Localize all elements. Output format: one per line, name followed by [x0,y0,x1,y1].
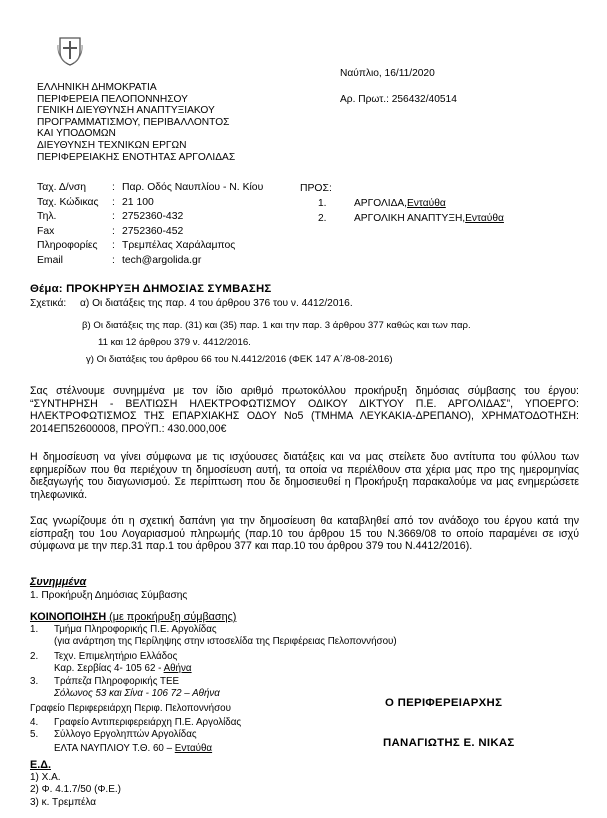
contact-row: Ταχ. Κώδικας : 21 100 [37,197,263,212]
related-item-c: γ) Οι διατάξεις του άρθρου 66 του Ν.4412/2016 (ΦΕΚ 147 Α΄/8-08-2016) [86,354,393,365]
cc-item: 5. Σύλλογο Εργοληπτών Αργολίδας [30,728,197,740]
recipient-place: Ενταύθα [465,213,504,224]
signatory-title: Ο ΠΕΡΙΦΕΡΕΙΑΡΧΗΣ [385,697,503,709]
contact-label: Πληροφορίες [37,240,98,252]
contact-row: Fax : 2752360-452 [37,226,263,241]
contact-info [37,182,263,270]
cc-heading [30,611,236,623]
place-date: Ναύπλιο, 16/11/2020 [340,68,435,79]
cc-list [30,624,397,755]
subject-heading: Θέμα: ΠΡΟΚΗΡΥΞΗ ΔΗΜΟΣΙΑΣ ΣΥΜΒΑΣΗΣ [30,283,272,295]
authority-line: ΓΕΝΙΚΗ ΔΙΕΥΘΥΝΣΗ ΑΝΑΠΤΥΞΙΑΚΟΥ [37,105,215,117]
contact-value: 21 100 [122,196,154,208]
cc-item-address: Καρ. Σερβίας 4- 105 62 - Αθήνα [54,662,192,674]
contact-row: Πληροφορίες : Τρεμπέλας Χαράλαμπος [37,240,263,255]
contact-label: Fax [37,225,55,237]
internal-distribution-list [30,772,121,809]
authority-line: ΚΑΙ ΥΠΟΔΟΜΩΝ [37,128,116,140]
internal-item: 2) Φ. 4.1.7/50 (Φ.Ε.) [30,784,121,796]
contact-label: Ταχ. Κώδικας [37,196,99,208]
authority-line: ΠΡΟΓΡΑΜΜΑΤΙΣΜΟΥ, ΠΕΡΙΒΑΛΛΟΝΤΟΣ [37,116,230,128]
recipient-name: ΑΡΓΟΛΙΔΑ, [354,198,408,209]
recipient-item: 2. ΑΡΓΟΛΙΚΗ ΑΝΑΠΤΥΞΗ, Ενταύθα [318,213,504,228]
cc-heading-label: ΚΟΙΝΟΠΟΙΗΣΗ [30,611,107,623]
cc-item-address: ΕΛΤΑ ΝΑΥΠΛΙΟΥ Τ.Θ. 60 – Ενταύθα [54,743,213,755]
recipient-place: Ενταύθα [407,198,446,209]
protocol-number: Αρ. Πρωτ.: 256432/40514 [340,94,457,105]
contact-row: Ταχ. Δ/νση : Παρ. Οδός Ναυπλίου - Ν. Κίου [37,182,263,197]
contact-label: Email [37,254,63,266]
body-paragraph-2: Η δημοσίευση να γίνει σύμφωνα με τις ισχύουσες διατάξεις και να μας στείλετε δυο αντίτυπα του φύλλου των εφημερίδων που θα περιέχουν τη δημοσίευση αυτή, τα οποία να περιέλθουν στα χέρια μας προ της ημερομηνίας διεξαγωγής του διαγωνισμού. Σε περίπτωση που δε δημοσιευθεί η Προκήρυξη παρακαλούμε να μας ενημερώσετε τηλεφωνικά. [30,451,579,501]
body-paragraph-3: Σας γνωρίζουμε ότι η σχετική δαπάνη για την δημοσίευση θα καταβληθεί από τον ανάδοχο του έργου κατά την είσπραξη του 1ου Λογαριασμού πληρωμής (παρ.10 του άρθρου 15 του Ν.3669/08 το οποίο παραμένει σε ισχύ σύμφωνα με την περ.31 παρ.1 του άρθρου 377 και παρ.10 του άρθρου 379 του Ν.4412/2016). [30,515,579,553]
attachment-item: 1. Προκήρυξη Δημόσιας Σύμβασης [30,590,188,601]
recipient-name: ΑΡΓΟΛΙΚΗ ΑΝΑΠΤΥΞΗ, [354,213,466,224]
internal-distribution-heading: Ε.Δ. [30,759,51,771]
cc-item: 4. Γραφείο Αντιπεριφερειάρχη Π.Ε. Αργολίδας [30,717,242,729]
recipient-item: 1. ΑΡΓΟΛΙΔΑ, Ενταύθα [318,198,504,213]
internal-item: 1) Χ.Α. [30,772,61,783]
cc-item: 1. Τμήμα Πληροφορικής Π.Ε. Αργολίδας [30,624,217,635]
related-label: Σχετικά: [30,298,67,309]
cc-item-note: (για ανάρτηση της Περίληψης στην ιστοσελίδα της Περιφέρειας Πελοποννήσου) [54,635,397,647]
contact-label: Τηλ. [37,211,57,223]
cc-item-address: Σόλωνος 53 και Σίνα - 106 72 – Αθήνα [54,687,220,699]
contact-email: tech@argolida.gr [122,254,202,266]
contact-value: Τρεμπέλας Χαράλαμπος [122,240,236,252]
recipients-list [318,198,504,228]
cc-item: 3. Τράπεζα Πληροφορικής ΤΕΕ [30,676,180,688]
issuing-authority [37,82,235,163]
internal-item: 3) κ. Τρεμπέλα [30,796,97,808]
recipients-label: ΠΡΟΣ: [300,183,332,194]
contact-value: Παρ. Οδός Ναυπλίου - Ν. Κίου [122,182,264,193]
related-item-b-cont: 11 και 12 άρθρου 379 ν. 4412/2016. [98,337,251,348]
cc-item: Γραφείο Περιφερειάρχη Περιφ. Πελοποννήσου [30,702,231,714]
cc-heading-suffix: (με προκήρυξη σύμβασης) [106,611,237,623]
related-item-a: α) Οι διατάξεις της παρ. 4 του άρθρου 376 του ν. 4412/2016. [80,298,353,309]
contact-value: 2752360-452 [122,225,184,237]
signatory-name: ΠΑΝΑΓΙΩΤΗΣ Ε. ΝΙΚΑΣ [383,737,515,749]
authority-line: ΔΙΕΥΘΥΝΣΗ ΤΕΧΝΙΚΩΝ ΕΡΓΩΝ [37,139,187,151]
authority-line: ΠΕΡΙΦΕΡΕΙΑΚΗΣ ΕΝΟΤΗΤΑΣ ΑΡΓΟΛΙΔΑΣ [37,151,236,163]
greek-emblem-icon [57,36,83,66]
contact-value: 2752360-432 [122,211,184,223]
body-paragraph-1: Σας στέλνουμε συνημμένα με τον ίδιο αριθμό πρωτοκόλλου προκήρυξη δημόσιας σύμβασης του έργου: “ΣΥΝΤΗΡΗΣΗ - ΒΕΛΤΙΩΣΗ ΗΛΕΚΤΡΟΦΩΤΙΣΜΟΥ ΟΔΙΚΟΥ ΔΙΚΤΥΟΥ Π.Ε. ΑΡΓΟΛΙΔΑΣ”, ΥΠΟΕΡΓΟ: ΗΛΕΚΤΡΟΦΩΤΙΣΜΟΣ ΤΗΣ ΕΠΑΡΧΙΑΚΗΣ ΟΔΟΥ Νο5 (ΤΜΗΜΑ ΛΕΥΚΑΚΙΑ-ΔΡΕΠΑΝΟ), ΧΡΗΜΑΤΟΔΟΤΗΣΗ: 2014ΕΠ52600008, ΠΡΟΫΠ.: 430.000,00€ [30,385,579,435]
contact-row: Τηλ. : 2752360-432 [37,211,263,226]
contact-row: Email : tech@argolida.gr [37,255,263,270]
authority-line: ΕΛΛΗΝΙΚΗ ΔΗΜΟΚΡΑΤΙΑ [37,82,157,93]
attachments-heading: Συνημμένα [30,576,87,588]
related-item-b: β) Οι διατάξεις της παρ. (31) και (35) παρ. 1 και την παρ. 3 άρθρου 377 καθώς και των παρ. [82,320,471,331]
authority-line: ΠΕΡΙΦΕΡΕΙΑ ΠΕΛΟΠΟΝΝΗΣΟΥ [37,93,188,105]
contact-label: Ταχ. Δ/νση [37,182,87,193]
cc-item: 2. Τεχν. Επιμελητήριο Ελλάδος [30,651,178,663]
